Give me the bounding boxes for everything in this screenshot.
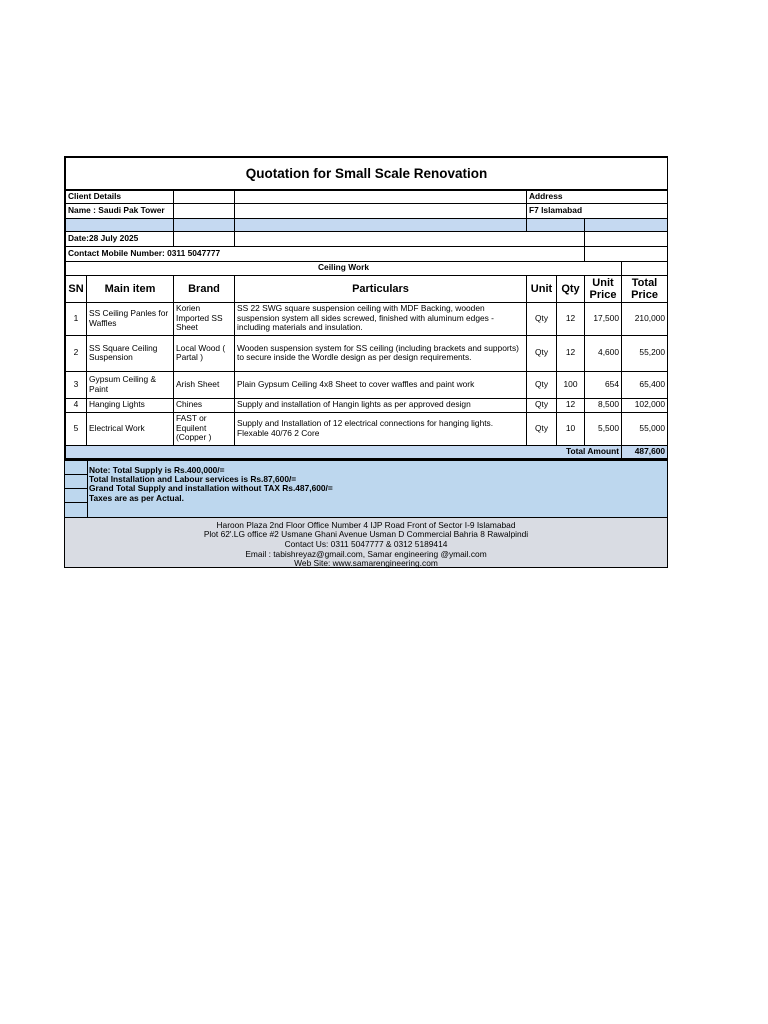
footer-address-1: Haroon Plaza 2nd Floor Office Number 4 IJP Road Front of Sector I-9 Islamabad: [216, 519, 516, 530]
item-unit: Qty: [527, 398, 557, 412]
item-sn: 3: [66, 371, 87, 398]
page-title: Quotation for Small Scale Renovation: [66, 158, 668, 191]
address-label: Address: [527, 190, 668, 203]
blank-cell: [585, 246, 668, 261]
section-title: Ceiling Work: [66, 261, 622, 275]
column-header-total-price: Total Price: [622, 275, 668, 302]
item-brand: FAST or Equilent (Copper ): [174, 412, 235, 445]
item-main: Electrical Work: [87, 412, 174, 445]
table-row: [66, 335, 668, 371]
item-unit: Qty: [527, 412, 557, 445]
item-main: Gypsum Ceiling & Paint: [87, 371, 174, 398]
item-brand: Arish Sheet: [174, 371, 235, 398]
blank-cell: [235, 203, 527, 218]
item-total: 102,000: [622, 398, 668, 412]
item-unit-price: 8,500: [585, 398, 622, 412]
item-unit: Qty: [527, 302, 557, 335]
blank-cell: [622, 261, 668, 275]
contact-number: Contact Mobile Number: 0311 5047777: [66, 246, 585, 261]
item-qty: 12: [557, 335, 585, 371]
item-qty: 12: [557, 398, 585, 412]
blank-cell: [66, 218, 174, 231]
item-total: 55,000: [622, 412, 668, 445]
table-row: [66, 371, 668, 398]
item-main: SS Square Ceiling Suspension: [87, 335, 174, 371]
column-header-unit-price: Unit Price: [585, 275, 622, 302]
note-line: Total Installation and Labour services is Rs.87,600/=: [89, 473, 297, 484]
item-particulars: SS 22 SWG square suspension ceiling with MDF Backing, wooden suspension system all sides screwed, finished with aluminum edges - including materials and insulation.: [235, 302, 527, 335]
item-total: 210,000: [622, 302, 668, 335]
client-details-label: Client Details: [66, 190, 174, 203]
notes-block: [65, 459, 667, 517]
item-qty: 100: [557, 371, 585, 398]
column-header-unit: Unit: [527, 275, 557, 302]
blank-cell: [174, 218, 235, 231]
item-qty: 12: [557, 302, 585, 335]
quotation-date: Date:28 July 2025: [66, 231, 174, 246]
blank-cell: [585, 218, 668, 231]
footer-phone: Contact Us: 0311 5047777 & 0312 5189414: [284, 538, 448, 549]
blank-cell: [174, 231, 235, 246]
total-amount-value: 487,600: [622, 445, 668, 458]
note-line: Taxes are as per Actual.: [89, 492, 184, 503]
total-amount-label: Total Amount: [66, 445, 622, 458]
item-sn: 4: [66, 398, 87, 412]
item-particulars: Supply and installation of Hangin lights as per approved design: [235, 398, 527, 412]
footer-email: Email : tabishreyaz@gmail.com, Samar engineering @ymail.com: [245, 548, 487, 559]
item-unit: Qty: [527, 371, 557, 398]
quotation-table: [65, 157, 668, 459]
notes-row-markers: [65, 461, 88, 517]
table-row: [66, 398, 668, 412]
item-unit-price: 17,500: [585, 302, 622, 335]
item-sn: 1: [66, 302, 87, 335]
column-header-sn: SN: [66, 275, 87, 302]
column-header-main-item: Main item: [87, 275, 174, 302]
item-unit-price: 4,600: [585, 335, 622, 371]
item-particulars: Supply and Installation of 12 electrical connections for hanging lights. Flexable 40/76 2 Core: [235, 412, 527, 445]
column-header-row: [66, 275, 668, 302]
item-particulars: Plain Gypsum Ceiling 4x8 Sheet to cover waffles and paint work: [235, 371, 527, 398]
footer-address-2: Plot 62'.LG office #2 Usmane Ghani Avenue Usman D Commercial Bahria 8 Rawalpindi: [203, 529, 529, 540]
blank-cell: [174, 203, 235, 218]
blank-cell: [585, 231, 668, 246]
blank-cell: [235, 190, 527, 203]
item-unit-price: 654: [585, 371, 622, 398]
item-unit-price: 5,500: [585, 412, 622, 445]
item-unit: Qty: [527, 335, 557, 371]
item-main: Hanging Lights: [87, 398, 174, 412]
column-header-brand: Brand: [174, 275, 235, 302]
item-brand: Chines: [174, 398, 235, 412]
column-header-qty: Qty: [557, 275, 585, 302]
item-total: 65,400: [622, 371, 668, 398]
item-sn: 2: [66, 335, 87, 371]
footer-website: Web Site: www.samarengineering.com: [294, 558, 438, 569]
blank-cell: [527, 218, 585, 231]
column-header-particulars: Particulars: [235, 275, 527, 302]
total-row: [66, 445, 668, 458]
note-line: Note: Total Supply is Rs.400,000/=: [89, 464, 225, 475]
blank-cell: [235, 218, 527, 231]
client-address: F7 Islamabad: [527, 203, 668, 218]
table-row: [66, 302, 668, 335]
item-brand: Korien Imported SS Sheet: [174, 302, 235, 335]
quotation-sheet: [64, 156, 668, 568]
item-brand: Local Wood ( Partal ): [174, 335, 235, 371]
blank-cell: [235, 231, 585, 246]
table-row: [66, 412, 668, 445]
note-line: Grand Total Supply and installation without TAX Rs.487,600/=: [89, 483, 333, 494]
notes-text: [88, 461, 333, 517]
blank-cell: [174, 190, 235, 203]
item-total: 55,200: [622, 335, 668, 371]
footer-contact: [65, 517, 667, 567]
item-particulars: Wooden suspension system for SS ceiling (including brackets and supports) to secure inside the Wordle design as per design requirements.: [235, 335, 527, 371]
client-name: Name : Saudi Pak Tower: [66, 203, 174, 218]
item-main: SS Ceiling Panles for Waffles: [87, 302, 174, 335]
item-qty: 10: [557, 412, 585, 445]
item-sn: 5: [66, 412, 87, 445]
